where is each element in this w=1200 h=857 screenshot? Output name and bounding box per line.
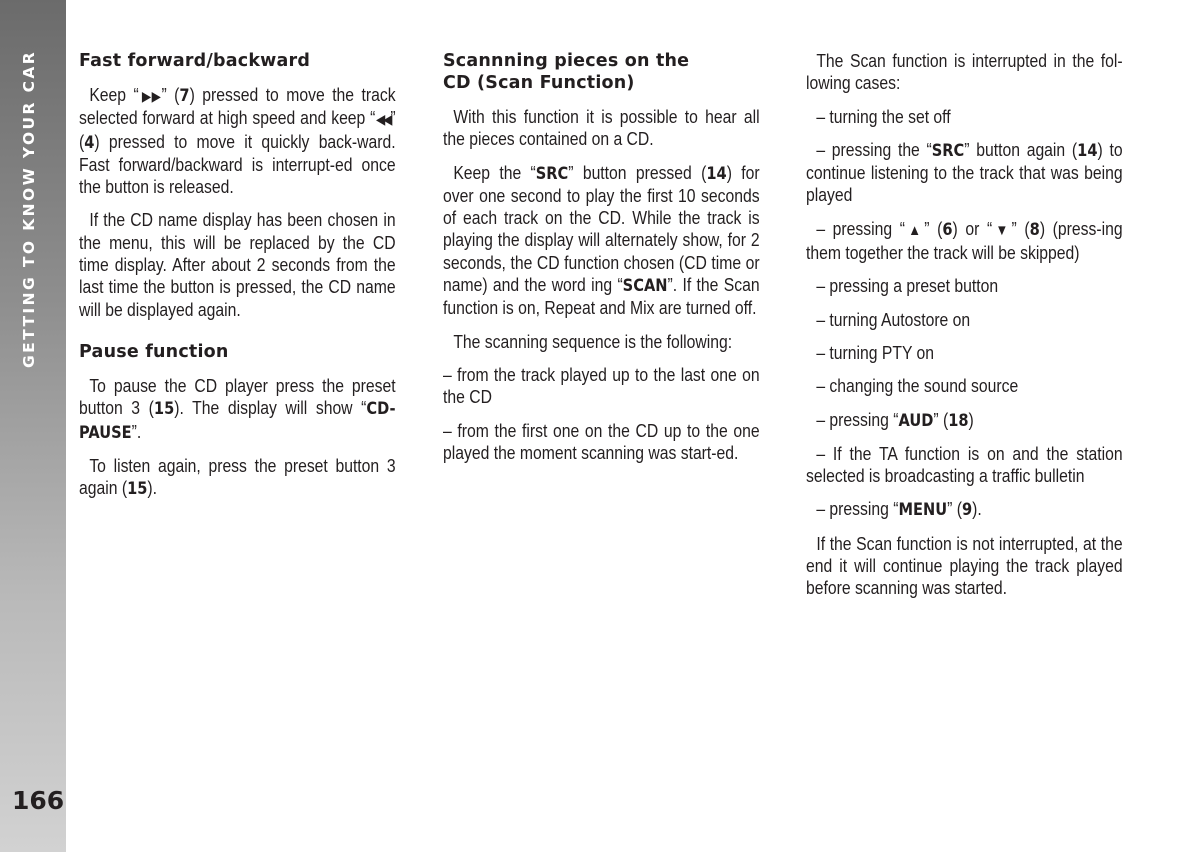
text: ) pressed to move it quickly back-ward. Fast forward/backward is interrupt-ed once the button is released. (79, 130, 396, 198)
key-number: 7 (179, 86, 190, 106)
paragraph-listen-again (79, 455, 396, 501)
list-item (806, 309, 1123, 331)
text: If the Scan function is not interrupted, at the end it will continue playing the track played before scanning was started. (806, 532, 1123, 599)
list-item (806, 139, 1123, 207)
list-item (806, 275, 1123, 297)
button-name: SRC (931, 140, 965, 161)
text: The Scan function is interrupted in the fol-lowing cases: (806, 50, 1123, 94)
key-number: 18 (948, 410, 969, 431)
button-name: MENU (898, 500, 948, 521)
paragraph-scan-sequence (443, 331, 760, 353)
paragraph-scan-intro (443, 106, 760, 151)
key-number: 4 (84, 132, 95, 153)
text: ” button pressed ( (568, 161, 707, 183)
text: ”. If the Scan function is on, Repeat and Mix are turned off. (443, 274, 760, 319)
text: – turning the set off (816, 105, 951, 127)
paragraph-scan-interrupted (806, 50, 1123, 95)
key-number: 14 (1077, 140, 1098, 161)
list-item (806, 106, 1123, 128)
key-number: 15 (127, 479, 148, 500)
text: To pause the CD player press the preset button 3 ( (79, 374, 396, 419)
arrow-up-icon: ▲ (904, 221, 925, 239)
text: ) pressed to move the track selected forward at high speed and keep “ (79, 84, 396, 129)
paragraph-scan-end (806, 533, 1123, 600)
text: – pressing “ (816, 498, 899, 520)
text: ) or “ (952, 217, 993, 239)
text: ” ( (947, 498, 962, 520)
fast-forward-icon: ▶▶ (138, 88, 162, 104)
key-number: 9 (961, 500, 973, 521)
text: – pressing “ (816, 217, 905, 239)
text: ” ( (79, 107, 396, 152)
text: ). The display will show “ (174, 397, 367, 419)
text: – If the TA function is on and the station selected is broadcasting a traffic bulletin (806, 442, 1123, 487)
text: ” button again ( (964, 138, 1078, 160)
text: Keep “ (89, 84, 139, 105)
text: ) (968, 408, 974, 430)
column-1 (79, 50, 395, 511)
text: If the CD name display has been chosen in the menu, this will be replaced by the CD time display. After about 2 seconds from the last time the button is pressed, the CD name will be displayed again. (79, 209, 396, 320)
list-item (806, 375, 1123, 397)
text: – changing the sound source (816, 375, 1019, 397)
key-number: 15 (153, 399, 175, 420)
text: ” ( (161, 84, 180, 105)
paragraph-cd-name (79, 209, 396, 320)
list-item: – from the first one on the CD up to the one played the moment scanning was start-ed. (443, 419, 760, 463)
text: – turning Autostore on (816, 308, 971, 330)
key-number: 6 (942, 219, 953, 240)
list-item: – from the track played up to the last one on the CD (443, 363, 760, 408)
text: ) to continue listening to the track that was being played (806, 138, 1123, 206)
column-3 (806, 50, 1122, 611)
heading-pause: Pause function (79, 341, 229, 362)
rewind-icon: ◀◀ (375, 111, 391, 128)
text: ”. (131, 420, 142, 442)
text: ” ( (933, 408, 949, 430)
page-number: 166 (12, 786, 65, 815)
text: ” ( (924, 217, 943, 239)
heading-scan (443, 50, 759, 94)
text: – pressing the “ (816, 138, 932, 160)
paragraph-fast-forward (79, 84, 396, 198)
heading-line: CD (Scan Function) (443, 73, 635, 93)
key-number: 14 (706, 163, 727, 184)
text: ). (147, 477, 158, 499)
text: – pressing “ (816, 408, 899, 430)
button-name: SRC (535, 163, 569, 184)
text: The scanning sequence is the following: (453, 330, 733, 352)
display-word: CD-PAUSE (79, 399, 396, 443)
display-word: SCAN (622, 276, 668, 297)
list-item (806, 218, 1123, 265)
section-title: GETTING TO KNOW YOUR CAR (20, 49, 38, 368)
list-item (806, 498, 1123, 521)
paragraph-scan-src (443, 162, 760, 320)
text: ) (press-ing them together the track will be skipped) (806, 217, 1123, 264)
button-name: AUD (898, 410, 934, 431)
sidebar (0, 0, 66, 852)
list-item (806, 409, 1123, 432)
text: With this function it is possible to hear all the pieces contained on a CD. (443, 106, 760, 150)
heading-fast-forward: Fast forward/backward (79, 51, 311, 71)
text: ). (972, 498, 982, 520)
paragraph-pause (79, 375, 396, 444)
text: ) for over one second to play the first 10 seconds of each track on the CD. While the track is playing the display will alternately show, for 2 seconds, the CD function chosen (CD time or name) and the word ing “ (443, 161, 760, 296)
text: – pressing a preset button (816, 275, 999, 297)
list-item (806, 342, 1123, 364)
key-number: 8 (1029, 219, 1040, 240)
column-2 (443, 50, 759, 475)
text: ” ( (1011, 217, 1030, 239)
text: To listen again, press the preset button 3 again ( (79, 454, 396, 499)
text: – turning PTY on (816, 341, 935, 363)
text: Keep the “ (453, 161, 536, 183)
heading-line: Scannning pieces on the (443, 51, 690, 71)
list-item (806, 443, 1123, 488)
arrow-down-icon: ▼ (992, 221, 1012, 239)
